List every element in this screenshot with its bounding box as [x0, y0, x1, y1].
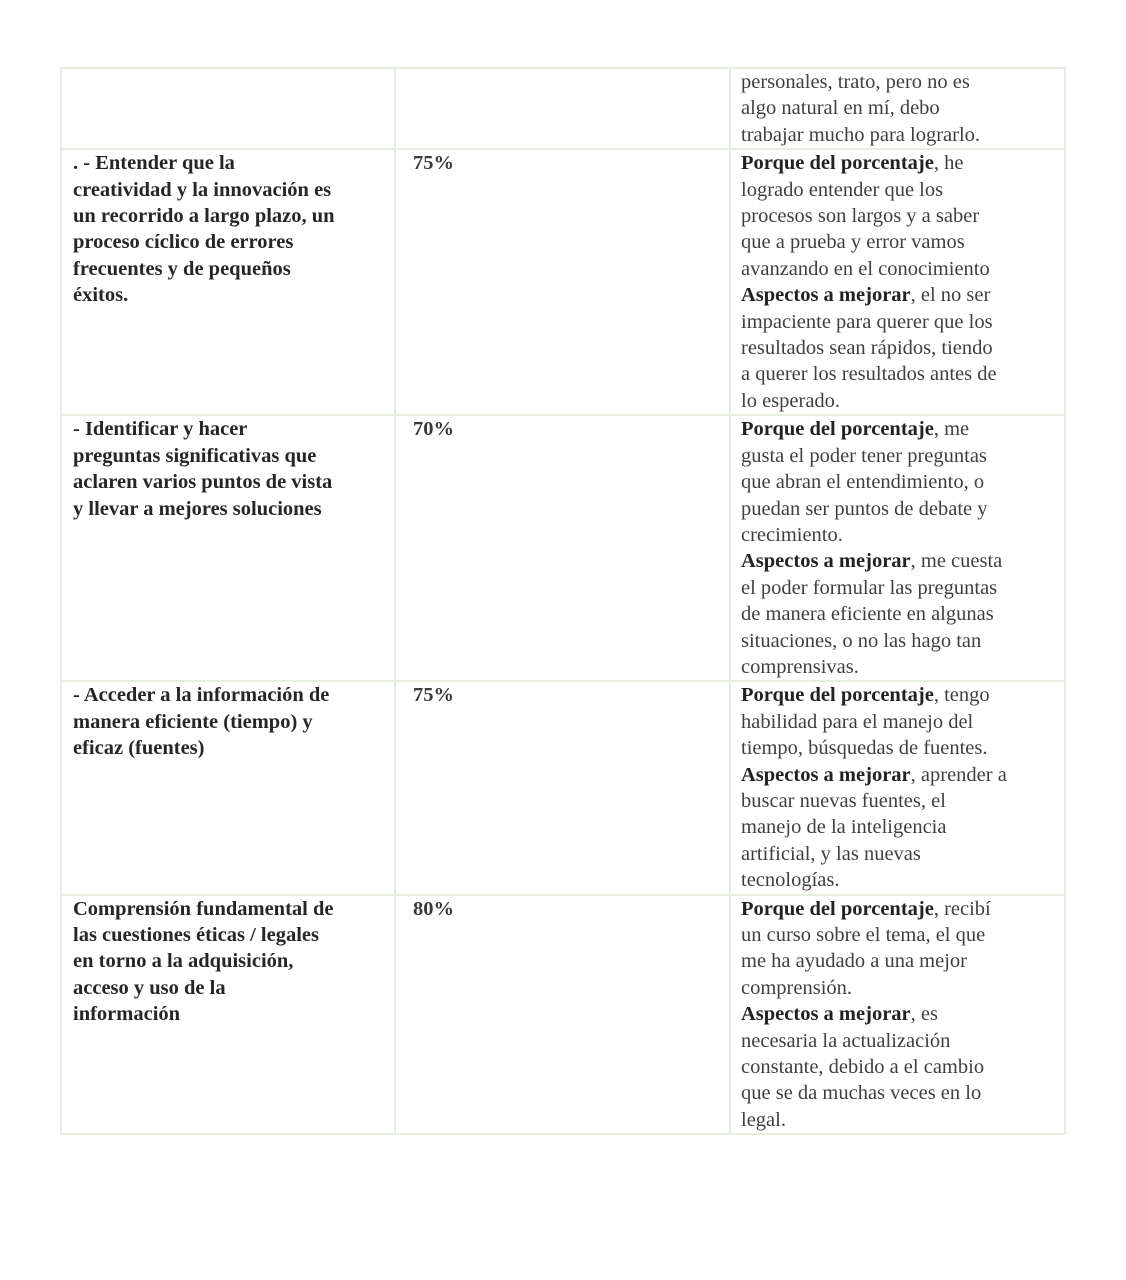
criterion-line: acceso y uso de la [73, 976, 226, 999]
text-line: logrado entender que los [741, 178, 944, 201]
text-line: el poder formular las preguntas [741, 576, 998, 599]
aspectos-line [741, 1001, 1058, 1027]
percent-cell [395, 68, 730, 149]
text-line: me ha ayudado a una mejor [741, 950, 967, 973]
text-line: resultados sean rápidos, tiendo [741, 337, 993, 360]
text-line: constante, debido a el cambio [741, 1056, 985, 1079]
table-row [61, 895, 1065, 1135]
percent-cell [395, 681, 730, 894]
criterion-line: y llevar a mejores soluciones [73, 497, 322, 520]
criterion-line: aclaren varios puntos de vista [73, 471, 333, 494]
text-line: habilidad para el manejo del [741, 710, 974, 733]
criterion-line: manera eficiente (tiempo) y [73, 710, 313, 733]
criterion-line: . - Entender que la [73, 152, 235, 175]
criterion-line: en torno a la adquisición, [73, 950, 294, 973]
justification-cell [730, 415, 1065, 681]
aspectos-label: Aspectos a mejorar [741, 550, 911, 573]
table-row [61, 681, 1065, 894]
aspectos-text: , es [910, 1003, 938, 1026]
criterion-cell [61, 895, 395, 1135]
porque-label: Porque del porcentaje [741, 152, 934, 175]
porque-line [741, 682, 1058, 708]
aspectos-text: , el no ser [910, 284, 991, 307]
porque-label: Porque del porcentaje [741, 684, 934, 707]
percent-cell [395, 895, 730, 1135]
percent-cell [395, 149, 730, 415]
text-line: trabajar mucho para lograrlo. [741, 123, 981, 146]
justification-cell [730, 68, 1065, 149]
text-line: de manera eficiente en algunas [741, 603, 994, 626]
text-line: que a prueba y error vamos [741, 231, 965, 254]
porque-label: Porque del porcentaje [741, 418, 934, 441]
text-line: necesaria la actualización [741, 1029, 951, 1052]
porque-line [741, 416, 1058, 442]
text-line: impaciente para querer que los [741, 310, 993, 333]
aspectos-line [741, 762, 1058, 788]
text-line: crecimiento. [741, 523, 843, 546]
aspectos-line [741, 548, 1058, 574]
text-line: que abran el entendimiento, o [741, 471, 985, 494]
text-line: comprensivas. [741, 655, 859, 678]
aspectos-label: Aspectos a mejorar [741, 763, 911, 786]
criterion-line: éxitos. [73, 284, 129, 307]
percent-value: 75% [413, 684, 454, 707]
criterion-line: un recorrido a largo plazo, un [73, 205, 335, 228]
text-line: situaciones, o no las hago tan [741, 629, 982, 652]
text-line: algo natural en mí, debo [741, 97, 940, 120]
criterion-line: frecuentes y de pequeños [73, 257, 291, 280]
porque-line [741, 896, 1058, 922]
text-line: legal. [741, 1108, 786, 1131]
text-line: artificial, y las nuevas [741, 842, 921, 865]
aspectos-text: , me cuesta [910, 550, 1003, 573]
criterion-cell [61, 68, 395, 149]
criterion-line: proceso cíclico de errores [73, 231, 294, 254]
criterion-line: Comprensión fundamental de [73, 897, 334, 920]
table-row [61, 415, 1065, 681]
text-line: tecnologías. [741, 869, 840, 892]
porque-text: , tengo [933, 684, 990, 707]
text-line: procesos son largos y a saber [741, 205, 980, 228]
aspectos-line [741, 282, 1058, 308]
criterion-cell [61, 681, 395, 894]
text-line: manejo de la inteligencia [741, 816, 947, 839]
porque-label: Porque del porcentaje [741, 897, 934, 920]
aspectos-text: , aprender a [910, 763, 1007, 786]
table-row [61, 149, 1065, 415]
criterion-line: - Acceder a la información de [73, 684, 330, 707]
justification-cell [730, 895, 1065, 1135]
percent-value: 80% [413, 897, 454, 920]
criterion-line: las cuestiones éticas / legales [73, 924, 319, 946]
text-line: que se da muchas veces en lo [741, 1082, 982, 1105]
text-line: a querer los resultados antes de [741, 363, 997, 386]
criterion-line: información [73, 1003, 181, 1026]
text-line: un curso sobre el tema, el que [741, 924, 986, 946]
percent-value: 75% [413, 152, 454, 175]
criterion-cell [61, 415, 395, 681]
self-assessment-table-container [60, 67, 1064, 1135]
text-line: tiempo, búsquedas de fuentes. [741, 737, 988, 760]
self-assessment-table [60, 67, 1066, 1135]
text-line: personales, trato, pero no es [741, 71, 970, 93]
table-row [61, 68, 1065, 149]
text-line: puedan ser puntos de debate y [741, 497, 988, 520]
porque-text: , he [933, 152, 964, 175]
porque-text: , me [933, 418, 970, 441]
criterion-line: creatividad y la innovación es [73, 178, 332, 201]
aspectos-label: Aspectos a mejorar [741, 284, 911, 307]
criterion-cell [61, 149, 395, 415]
aspectos-label: Aspectos a mejorar [741, 1003, 911, 1026]
text-line: comprensión. [741, 976, 853, 999]
justification-cell [730, 149, 1065, 415]
porque-line [741, 150, 1058, 176]
criterion-line: eficaz (fuentes) [73, 737, 205, 760]
text-line: lo esperado. [741, 389, 841, 412]
text-line: avanzando en el conocimiento [741, 257, 990, 280]
criterion-line: - Identificar y hacer [73, 418, 248, 441]
text-line: buscar nuevas fuentes, el [741, 789, 946, 812]
text-line: gusta el poder tener preguntas [741, 444, 987, 467]
percent-cell [395, 415, 730, 681]
porque-text: , recibí [933, 897, 991, 920]
percent-value: 70% [413, 418, 454, 441]
criterion-line: preguntas significativas que [73, 444, 317, 467]
justification-cell [730, 681, 1065, 894]
